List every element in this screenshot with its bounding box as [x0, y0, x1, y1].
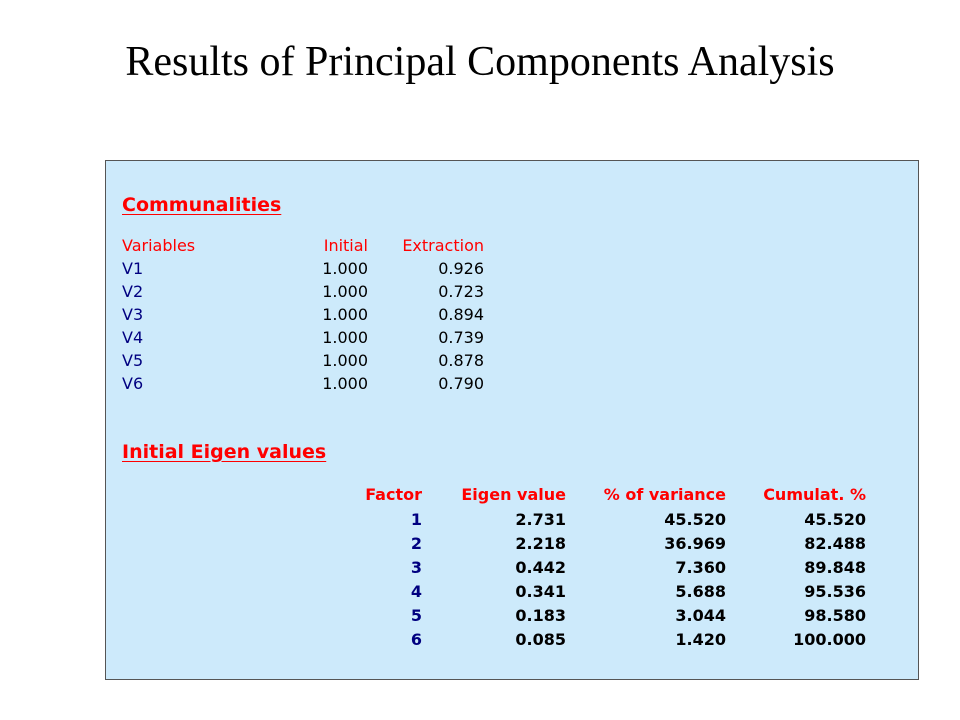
results-panel: [105, 160, 919, 680]
communalities-heading: Communalities: [122, 194, 282, 216]
eigen-factor: 2: [410, 534, 422, 553]
eigen-value: 0.085: [515, 630, 566, 649]
comm-extraction: 0.790: [438, 374, 484, 393]
comm-extraction: 0.739: [438, 328, 484, 347]
comm-extraction: 0.894: [438, 305, 484, 324]
eigen-cumulative: 89.848: [804, 558, 866, 577]
comm-header-variables: Variables: [122, 236, 196, 255]
comm-extraction: 0.926: [438, 259, 484, 278]
eigen-header-variance: % of variance: [603, 485, 726, 504]
eigen-variance: 45.520: [664, 510, 726, 529]
comm-variable: V2: [122, 282, 144, 301]
eigen-variance: 7.360: [675, 558, 726, 577]
eigen-heading: Initial Eigen values: [122, 441, 327, 463]
comm-header-extraction: Extraction: [402, 236, 484, 255]
eigen-variance: 1.420: [675, 630, 726, 649]
eigen-value: 0.183: [515, 606, 566, 625]
eigen-factor: 5: [410, 606, 422, 625]
eigen-variance: 36.969: [664, 534, 726, 553]
eigen-cumulative: 82.488: [804, 534, 866, 553]
comm-initial: 1.000: [322, 259, 368, 278]
comm-initial: 1.000: [322, 351, 368, 370]
eigen-variance: 5.688: [675, 582, 726, 601]
eigen-header-eigenvalue: Eigen value: [461, 485, 566, 504]
comm-extraction: 0.723: [438, 282, 484, 301]
comm-extraction: 0.878: [438, 351, 484, 370]
page-title: Results of Principal Components Analysis: [125, 39, 835, 85]
comm-header-initial: Initial: [323, 236, 368, 255]
comm-variable: V5: [122, 351, 144, 370]
comm-variable: V1: [122, 259, 144, 278]
comm-initial: 1.000: [322, 305, 368, 324]
comm-variable: V4: [122, 328, 144, 347]
eigen-value: 0.341: [515, 582, 566, 601]
comm-initial: 1.000: [322, 282, 368, 301]
comm-variable: V3: [122, 305, 144, 324]
comm-initial: 1.000: [322, 328, 368, 347]
eigen-value: 2.218: [515, 534, 566, 553]
eigen-factor: 3: [410, 558, 422, 577]
eigen-cumulative: 98.580: [804, 606, 866, 625]
eigen-factor: 1: [410, 510, 422, 529]
eigen-value: 0.442: [515, 558, 566, 577]
eigen-cumulative: 100.000: [793, 630, 866, 649]
eigen-header-factor: Factor: [365, 485, 422, 504]
eigen-header-cumulative: Cumulat. %: [763, 485, 866, 504]
comm-variable: V6: [122, 374, 144, 393]
eigen-cumulative: 95.536: [804, 582, 866, 601]
eigen-variance: 3.044: [675, 606, 726, 625]
eigen-factor: 6: [410, 630, 422, 649]
eigen-value: 2.731: [515, 510, 566, 529]
eigen-cumulative: 45.520: [804, 510, 866, 529]
comm-initial: 1.000: [322, 374, 368, 393]
eigen-factor: 4: [410, 582, 422, 601]
